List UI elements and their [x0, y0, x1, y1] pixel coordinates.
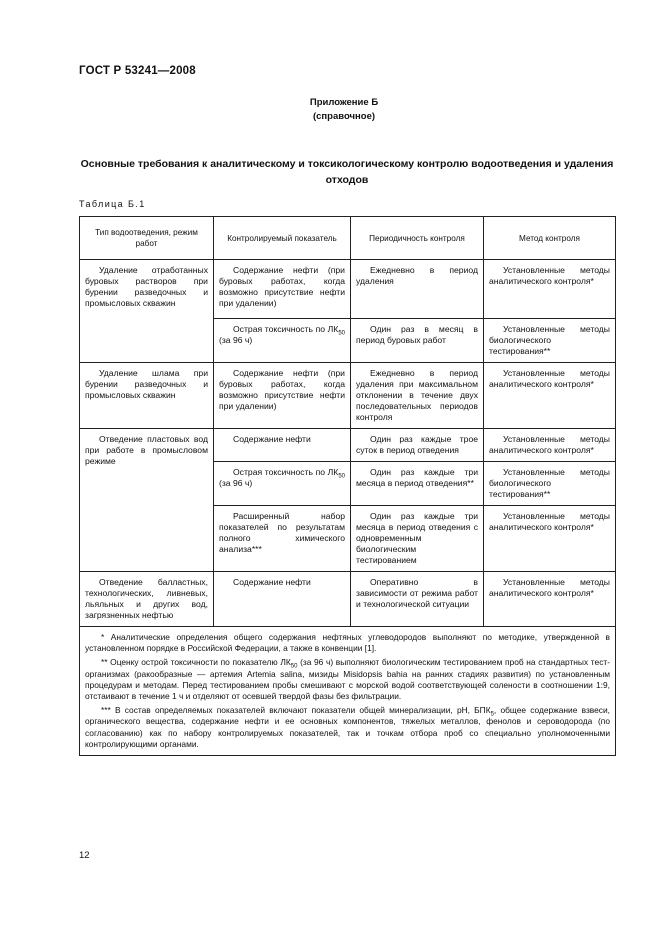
cell-indicator: Содержание нефти: [214, 429, 351, 462]
cell-period: Один раз в месяц в период буровых работ: [351, 319, 484, 363]
cell-method: Установленные методы аналитического контроля*: [484, 260, 616, 319]
annex-title: Приложение Б: [309, 97, 379, 108]
table-row: [80, 429, 616, 462]
note-1: * Аналитические определения общего содержания нефтяных углеводородов выполняют по методике, утвержденной в установленном порядке в Российской Федерации, а также в конвенции [1].: [85, 632, 610, 654]
cell-period: Один раз каждые трое суток в период отведения: [351, 429, 484, 462]
cell-type: Удаление отработанных буровых растворов при бурении разведочных и промысловых скважин: [80, 260, 214, 363]
cell-indicator: Содержание нефти (при буровых работах, когда возможно присутствие нефти при удалении): [214, 260, 351, 319]
cell-period: Один раз каждые три месяца в период отведения**: [351, 462, 484, 506]
annex-heading: [0, 96, 661, 124]
header-period: Периодичность контроля: [351, 217, 484, 260]
cell-method: Установленные методы биологического тестирования**: [484, 319, 616, 363]
table-row: [80, 572, 616, 627]
page-number: 12: [79, 850, 90, 861]
document-header: ГОСТ Р 53241—2008: [79, 65, 196, 77]
table-label: Таблица Б.1: [79, 199, 146, 209]
table-notes: [80, 627, 616, 756]
header-indicator: Контролируемый показатель: [214, 217, 351, 260]
header-type: Тип водоотведения, режим работ: [80, 217, 214, 260]
table-row: [80, 363, 616, 429]
note-3: *** В состав определяемых показателей включают показатели общей минерализации, pH, $БПК_5$, общее содержание взвеси, органического вещества, содержание нефти и ее основных компонентов, тяжелых металлов, фенолов и сероводорода (по согласованию) как по набору контролируемых показателей, так и точкам отбора проб со специально уполномоченными контролирующими органами.: [85, 705, 610, 749]
cell-indicator: Содержание нефти: [214, 572, 351, 627]
cell-period: Оперативно в зависимости от режима работ и технологической ситуации: [351, 572, 484, 627]
notes-row: [80, 627, 616, 756]
cell-type: Отведение пластовых вод при работе в промысловом режиме: [80, 429, 214, 572]
cell-period: Один раз каждые три месяца в период отведения с одновременным биологическим тестированием: [351, 506, 484, 572]
cell-method: Установленные методы аналитического контроля*: [484, 363, 616, 429]
table-header-row: [80, 217, 616, 260]
header-method: Метод контроля: [484, 217, 616, 260]
cell-method: Установленные методы аналитического контроля*: [484, 506, 616, 572]
requirements-table: [79, 216, 616, 756]
cell-period: Ежедневно в период удаления при максимальном отклонении в течение двух последовательных периодов контроля: [351, 363, 484, 429]
cell-indicator: Острая токсичность по $ЛК_{50}$ (за 96 ч): [214, 319, 351, 363]
cell-method: Установленные методы аналитического контроля*: [484, 429, 616, 462]
cell-indicator: Острая токсичность по $ЛК_{50}$ (за 96 ч): [214, 462, 351, 506]
note-2: ** Оценку острой токсичности по показателю $ЛК_{50}$ (за 96 ч) выполняют биологическим тестированием проб на стандартных тест-организмах (ракообразные — артемия Artemia salina, мизиды Misidopsis bahia на ранних стадиях развития) по установленным процедурам и методам. Перед тестированием пробы смешивают с морской водой соответствующей солености в соотношении 1:9, отстаивают в течение 1 ч и отделяют от осевшей твердой фазы без фильтрации.: [85, 657, 611, 702]
cell-method: Установленные методы биологического тестирования**: [484, 462, 616, 506]
cell-indicator: Содержание нефти (при буровых работах, когда возможно присутствие нефти при удалении): [214, 363, 351, 429]
main-title: Основные требования к аналитическому и токсикологическому контролю водоотведения и удаления отходов: [80, 158, 614, 186]
table-row: [80, 260, 616, 319]
cell-period: Ежедневно в период удаления: [351, 260, 484, 319]
cell-indicator: Расширенный набор показателей по результатам полного химического анализа***: [214, 506, 351, 572]
annex-type: (справочное): [312, 111, 376, 122]
cell-method: Установленные методы аналитического контроля*: [484, 572, 616, 627]
cell-type: Удаление шлама при бурении разведочных и промысловых скважин: [80, 363, 214, 429]
cell-type: Отведение балластных, технологических, ливневых, льяльных и других вод, загрязненных нефтью: [80, 572, 214, 627]
